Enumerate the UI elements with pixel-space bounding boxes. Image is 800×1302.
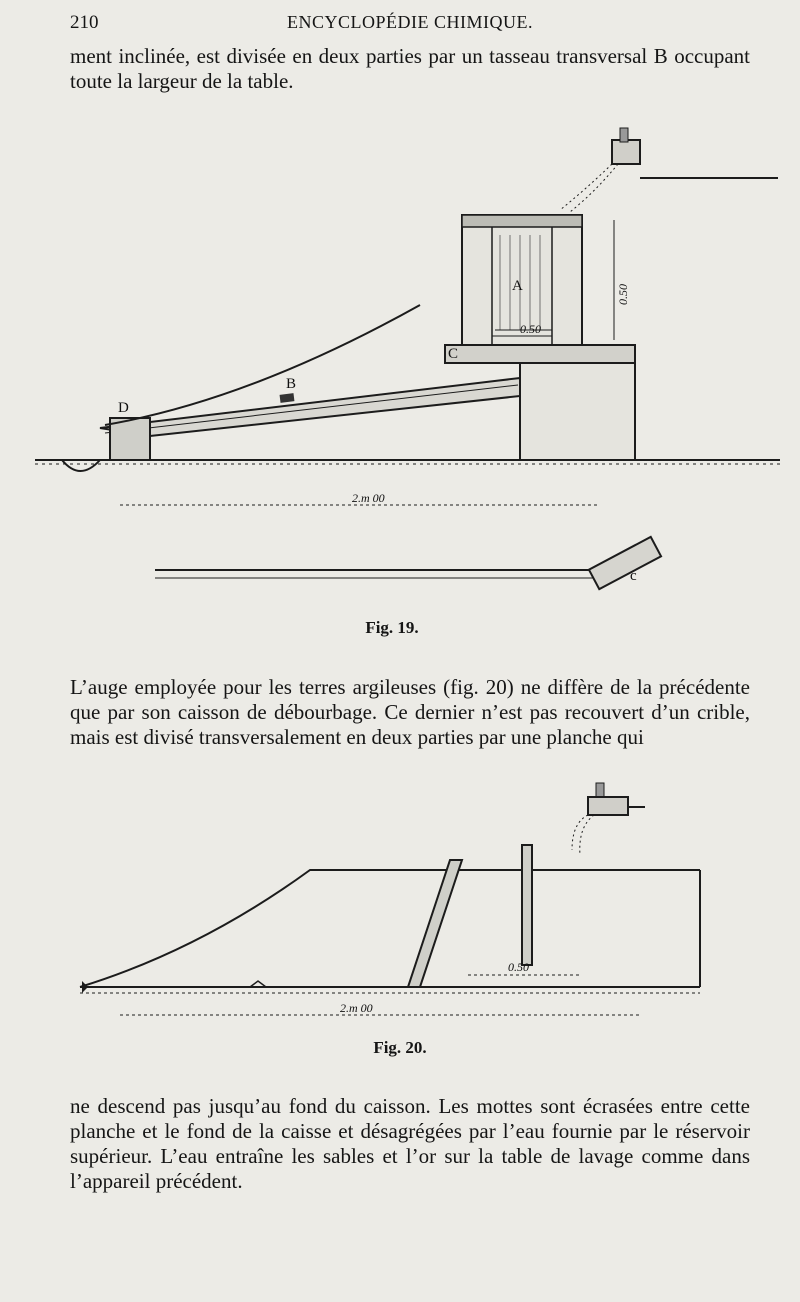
dim-length-20-label: 2.m 00 (340, 1001, 373, 1015)
running-title: ENCYCLOPÉDIE CHIMIQUE. (287, 12, 533, 32)
vertical-board (522, 845, 532, 965)
paragraph-1: ment inclinée, est divisée en deux parties par un tasseau transversal B occupant toute la largeur de la table. (70, 44, 750, 93)
collecting-basin (62, 460, 100, 471)
figure-19-drawing (0, 100, 800, 615)
label-d: D (118, 400, 129, 416)
figure-20-drawing (0, 775, 800, 1035)
figure-19-caption: Fig. 19. (365, 618, 419, 637)
page-number: 210 (70, 12, 99, 33)
label-c: C (448, 346, 459, 362)
trough-20 (80, 870, 700, 993)
paragraph-2: L’auge employée pour les terres argileuses (fig. 20) ne diffère de la précédente que par son caisson de débourbage. Ce dernier n’est pas recouvert d’un crible, mais est divisé transversalement en deux parties par une planche qui (70, 675, 750, 749)
label-b: B (286, 376, 297, 392)
running-head (70, 12, 750, 40)
caisson (445, 215, 635, 460)
paragraph-3: ne descend pas jusqu’au fond du caisson. Les mottes sont écrasées entre cette planche et le fond de la caisse et désagrégées par l’eau fournie par le réservoir supérieur. L’eau entraîne les sables et l’or sur la table de lavage comme dans l’appareil précédent. (70, 1094, 750, 1193)
dimension-width-20 (468, 960, 580, 975)
dimension-length (120, 491, 600, 505)
dim-width-label: 0.50 (520, 322, 541, 336)
label-c-lower: c (630, 568, 637, 584)
label-a: A (512, 278, 523, 294)
dimension-height (614, 220, 630, 340)
riffle-b (280, 393, 295, 403)
water-tap-19 (560, 128, 778, 212)
dim-width-20-label: 0.50 (508, 960, 529, 974)
washing-table (100, 378, 520, 460)
dimension-length-20 (120, 1001, 640, 1015)
water-tap-20 (572, 783, 645, 855)
figure-20-caption: Fig. 20. (373, 1038, 427, 1057)
plan-view (155, 537, 661, 589)
dim-height-label: 0.50 (616, 284, 630, 305)
dim-length-label: 2.m 00 (352, 491, 385, 505)
inclined-plank (408, 860, 462, 987)
